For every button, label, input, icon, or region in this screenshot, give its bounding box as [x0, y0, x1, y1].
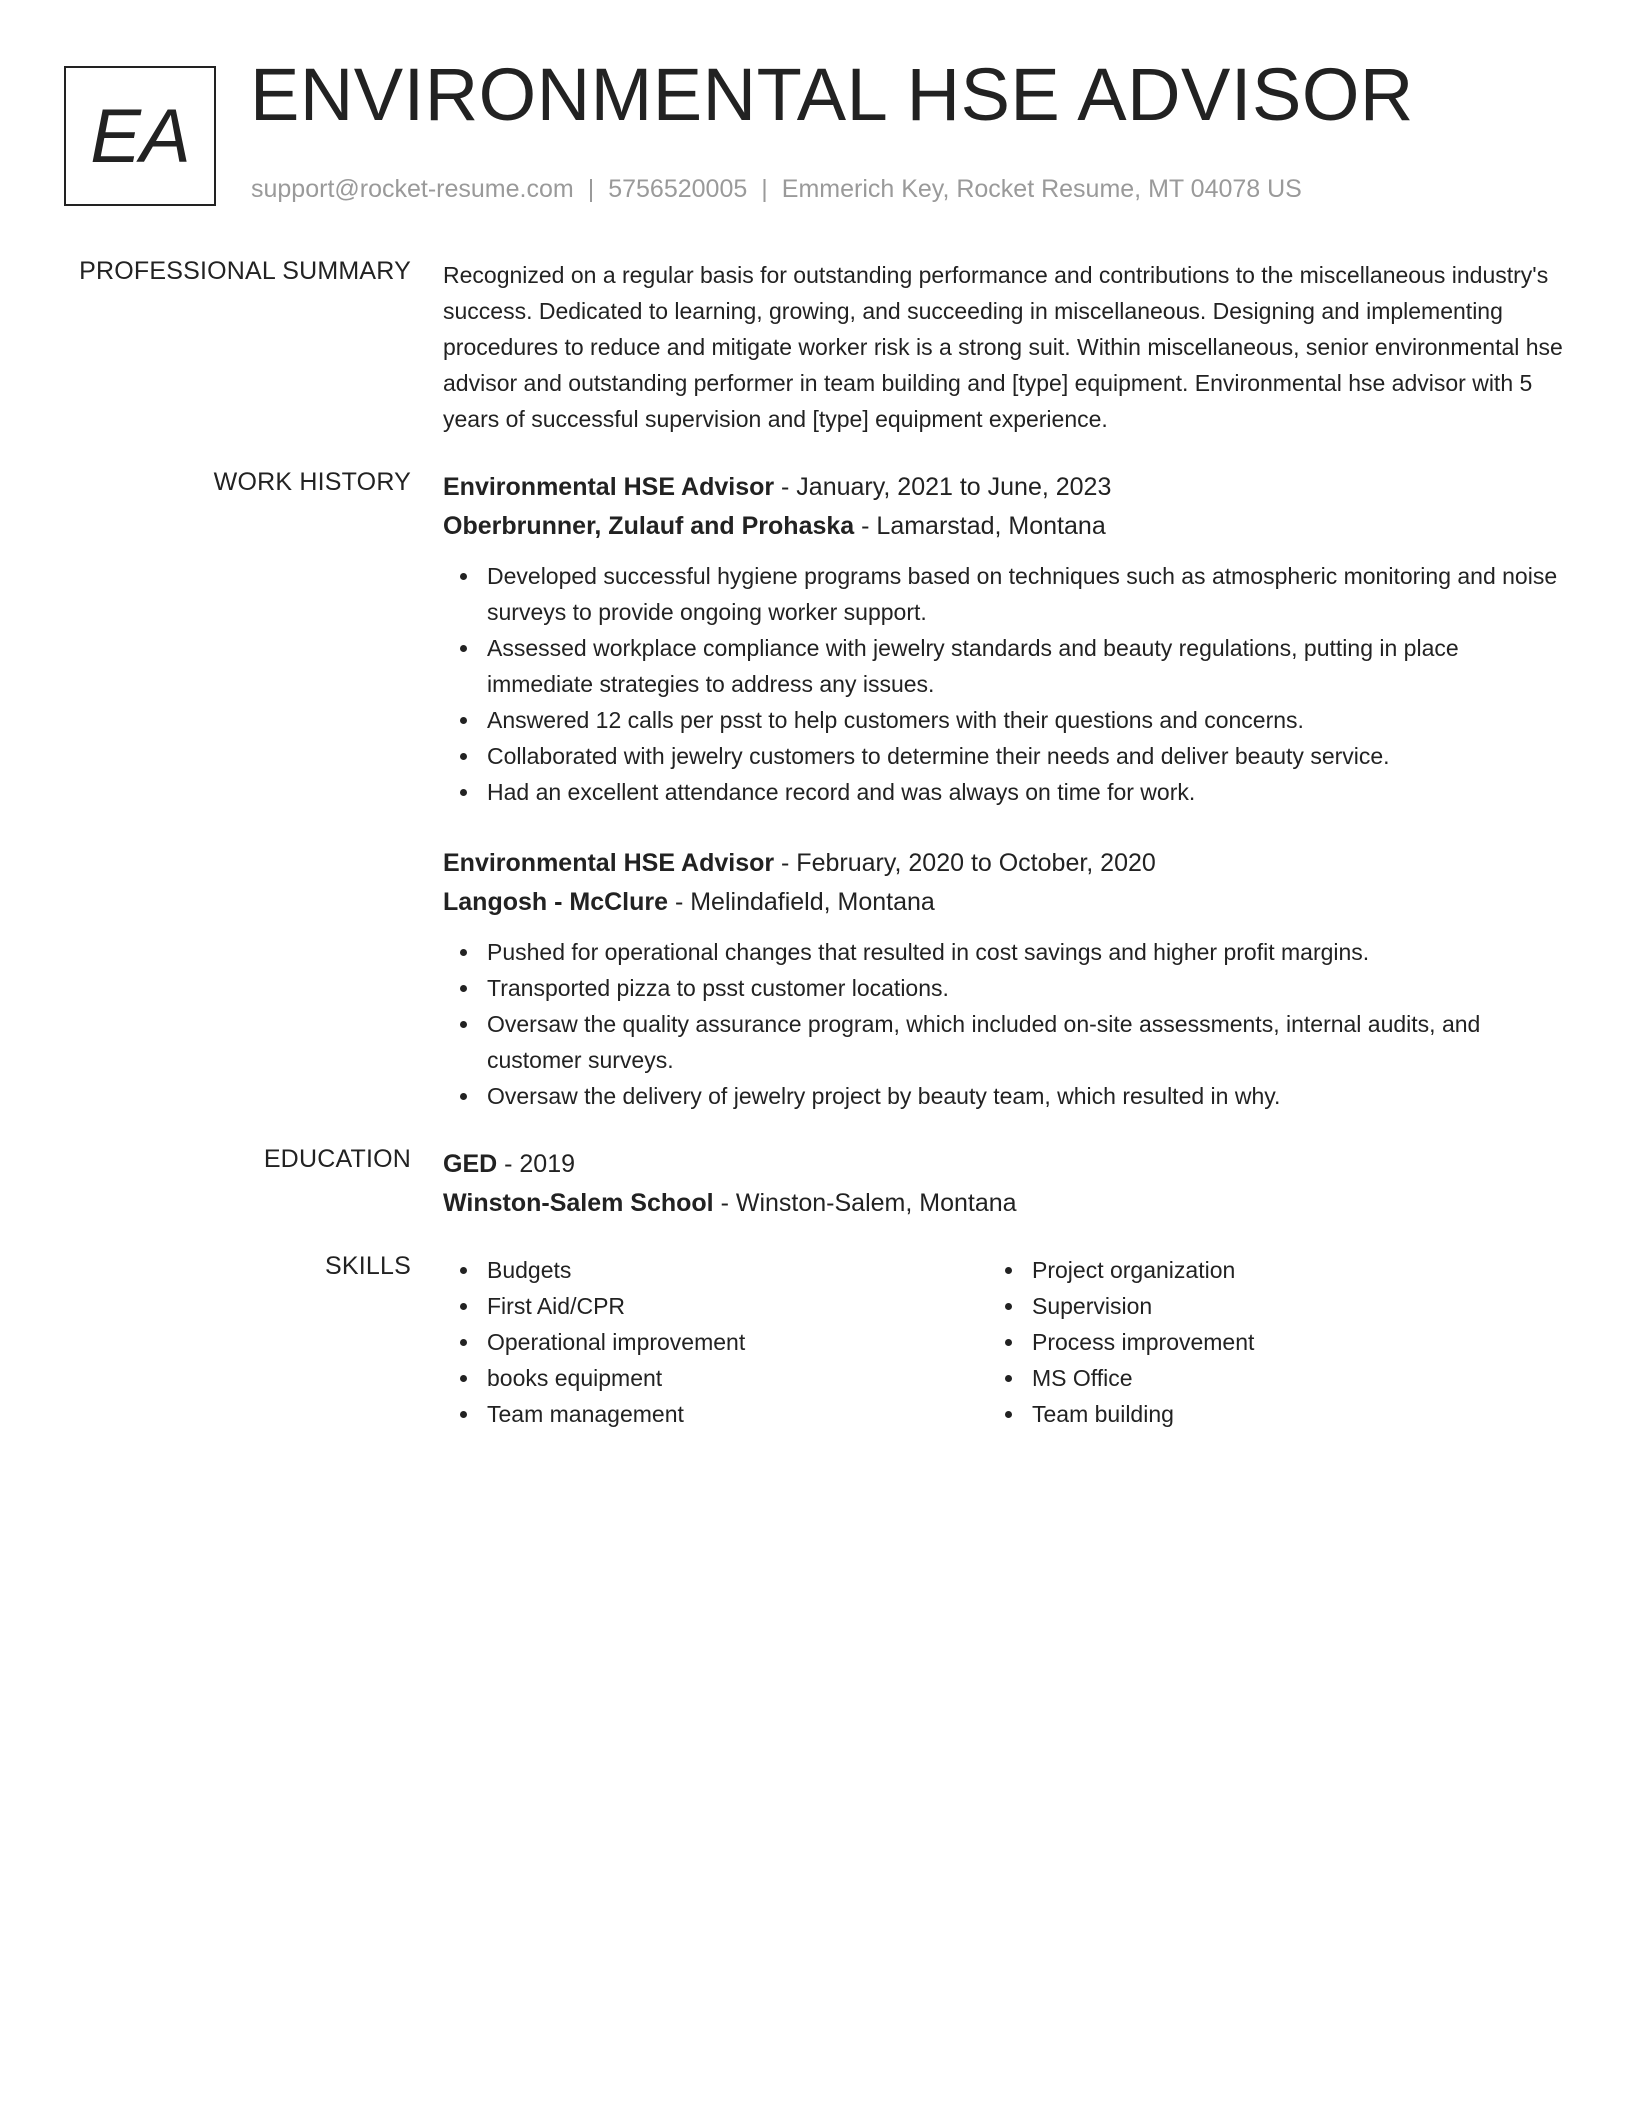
skill-item: Team management [487, 1396, 988, 1432]
job-title-line [443, 468, 1563, 507]
skill-item: Team building [1032, 1396, 1533, 1432]
summary-body [443, 257, 1563, 437]
job-location: - Lamarstad, Montana [854, 512, 1106, 540]
job-entry [443, 844, 1563, 1114]
skills-body [443, 1252, 1563, 1432]
job-company-line [443, 883, 1563, 922]
job-bullet: Had an excellent attendance record and was always on time for work. [487, 774, 1563, 810]
job-title: Environmental HSE Advisor [443, 473, 775, 501]
contact-separator: | [587, 175, 595, 203]
skills-columns [443, 1252, 1563, 1432]
skills-column-right [988, 1252, 1533, 1432]
job-bullet: Developed successful hygiene programs based on techniques such as atmospheric monitoring and noise surveys to provide ongoing worker support. [487, 558, 1563, 630]
skill-item: books equipment [487, 1360, 988, 1396]
job-entry [443, 468, 1563, 810]
section-label-work-history: WORK HISTORY [213, 468, 411, 496]
job-bullet: Answered 12 calls per psst to help customers with their questions and concerns. [487, 702, 1563, 738]
job-company: Langosh - McClure [443, 888, 669, 916]
job-bullet-list [443, 558, 1563, 810]
education-degree: GED [443, 1150, 498, 1178]
work-history-body [443, 468, 1563, 1114]
contact-phone: 5756520005 [608, 175, 748, 203]
section-label-skills: SKILLS [325, 1252, 411, 1280]
monogram-logo [64, 66, 216, 206]
job-title: Environmental HSE Advisor [443, 849, 775, 877]
education-school: Winston-Salem School [443, 1189, 714, 1217]
education-location: - Winston-Salem, Montana [713, 1189, 1017, 1217]
summary-text: Recognized on a regular basis for outstanding performance and contributions to the miscellaneous industry's success. Dedicated to learning, growing, and succeeding in miscellaneous. Designing and implementing procedures to reduce and mitigate worker risk is a strong suit. Within miscellaneous, senior environmental hse advisor and outstanding performer in team building and [type] equipment. Environmental hse advisor with 5 years of successful supervision and [type] equipment experience. [443, 262, 1563, 432]
job-bullet: Oversaw the quality assurance program, which included on-site assessments, internal audits, and customer surveys. [487, 1006, 1563, 1078]
job-company: Oberbrunner, Zulauf and Prohaska [443, 512, 855, 540]
education-school-line [443, 1184, 1563, 1223]
job-bullet: Collaborated with jewelry customers to determine their needs and deliver beauty service. [487, 738, 1563, 774]
section-label-education: EDUCATION [263, 1145, 411, 1173]
job-title-line [443, 844, 1563, 883]
skill-item: First Aid/CPR [487, 1288, 988, 1324]
job-dates: - February, 2020 to October, 2020 [774, 849, 1156, 877]
job-bullet: Oversaw the delivery of jewelry project by beauty team, which resulted in why. [487, 1078, 1563, 1114]
skill-item: Operational improvement [487, 1324, 988, 1360]
skills-column-left [443, 1252, 988, 1432]
skills-list-right [988, 1252, 1533, 1432]
job-bullet: Assessed workplace compliance with jewelry standards and beauty regulations, putting in place immediate strategies to address any issues. [487, 630, 1563, 702]
job-dates: - January, 2021 to June, 2023 [774, 473, 1112, 501]
skill-item: Process improvement [1032, 1324, 1533, 1360]
education-year: - 2019 [497, 1150, 576, 1178]
job-bullet: Pushed for operational changes that resulted in cost savings and higher profit margins. [487, 934, 1563, 970]
education-body [443, 1145, 1563, 1223]
skill-item: Budgets [487, 1252, 988, 1288]
job-bullet: Transported pizza to psst customer locations. [487, 970, 1563, 1006]
job-company-line [443, 507, 1563, 546]
skill-item: Supervision [1032, 1288, 1533, 1324]
job-location: - Melindafield, Montana [668, 888, 935, 916]
skill-item: Project organization [1032, 1252, 1533, 1288]
contact-address: Emmerich Key, Rocket Resume, MT 04078 US [781, 175, 1302, 203]
skills-list-left [443, 1252, 988, 1432]
resume-title: ENVIRONMENTAL HSE ADVISOR [250, 53, 1414, 136]
contact-line [251, 175, 1302, 204]
education-degree-line [443, 1145, 1563, 1184]
contact-separator: | [761, 175, 768, 203]
contact-email: support@rocket-resume.com [251, 175, 574, 203]
monogram-initials: EA [90, 93, 190, 179]
section-label-summary: PROFESSIONAL SUMMARY [79, 257, 411, 285]
job-bullet-list [443, 934, 1563, 1114]
skill-item: MS Office [1032, 1360, 1533, 1396]
